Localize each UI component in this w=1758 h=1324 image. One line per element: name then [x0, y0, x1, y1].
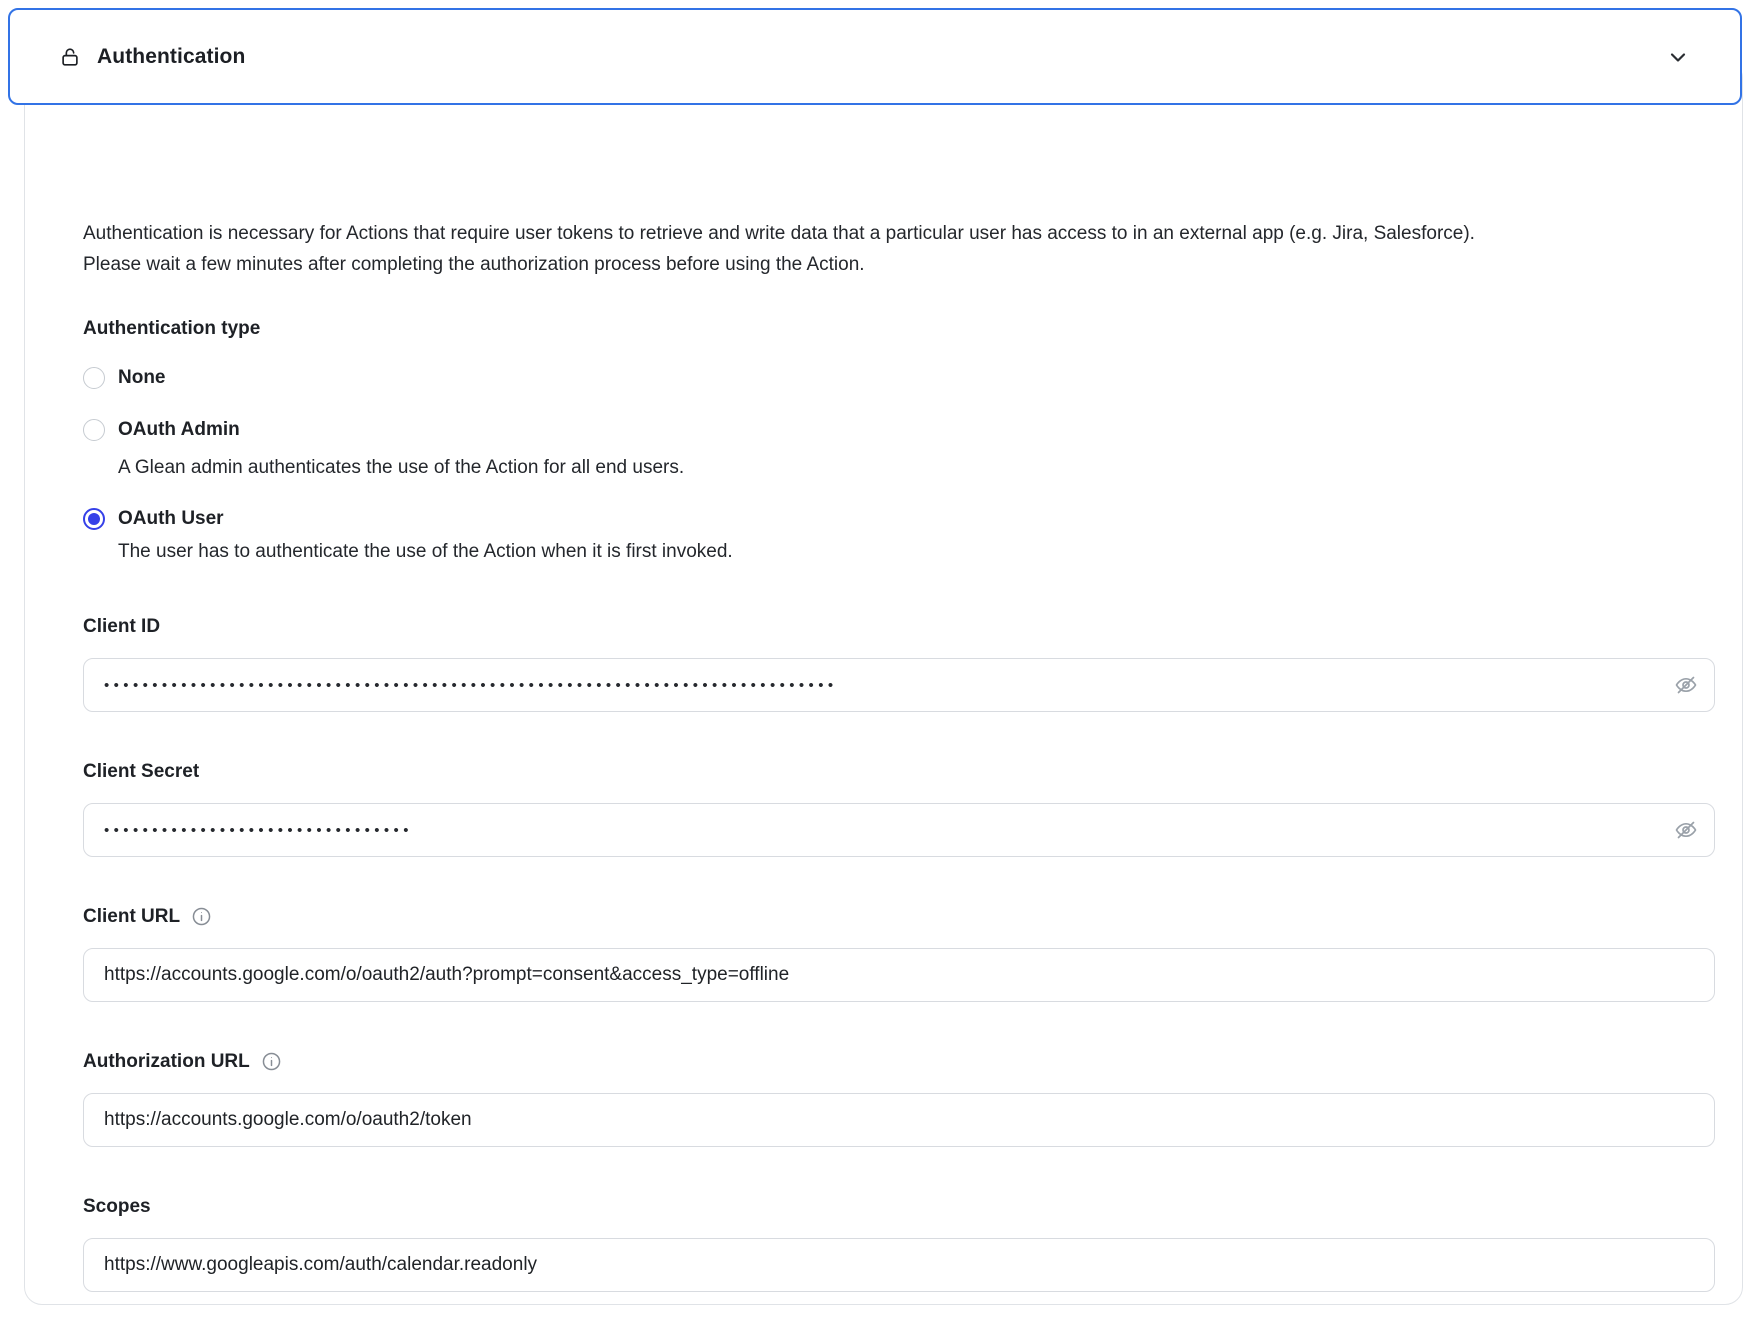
client-id-field — [83, 615, 1715, 712]
auth-type-label: Authentication type — [83, 318, 261, 339]
radio-button-oauth-admin[interactable] — [83, 419, 105, 441]
authorization-url-label: Authorization URL — [83, 1051, 250, 1072]
info-icon[interactable] — [191, 906, 212, 927]
authentication-section-content — [83, 218, 1715, 1292]
client-url-field — [83, 905, 1715, 1002]
section-title: Authentication — [97, 44, 246, 68]
radio-option-oauth-admin[interactable] — [83, 418, 1715, 442]
radio-option-none[interactable] — [83, 366, 1715, 390]
radio-option-oauth-user[interactable] — [83, 507, 1715, 531]
section-description: Authentication is necessary for Actions that require user tokens to retrieve and write data that a particular user has access to in an external app (e.g. Jira, Salesforce). Please wait a few minutes after completing the authorization process before using the Action. — [83, 223, 1475, 275]
eye-slash-icon[interactable] — [1673, 672, 1699, 698]
radio-label-none: None — [118, 367, 166, 388]
client-id-label: Client ID — [83, 616, 161, 637]
radio-label-oauth-user: OAuth User — [118, 508, 224, 529]
client-url-label: Client URL — [83, 906, 181, 927]
scopes-label: Scopes — [83, 1196, 151, 1217]
client-secret-field — [83, 760, 1715, 857]
oauth-admin-description: A Glean admin authenticates the use of the Action for all end users. — [118, 457, 685, 478]
client-url-input[interactable] — [83, 948, 1715, 1002]
client-secret-input[interactable] — [83, 803, 1715, 857]
authorization-url-input[interactable] — [83, 1093, 1715, 1147]
info-icon[interactable] — [261, 1051, 282, 1072]
authentication-section-card — [24, 60, 1743, 1305]
chevron-down-icon[interactable] — [1666, 45, 1690, 69]
authentication-section-header[interactable] — [8, 8, 1742, 105]
radio-button-oauth-user[interactable] — [83, 508, 105, 530]
lock-icon — [59, 46, 81, 68]
oauth-user-description: The user has to authenticate the use of the Action when it is first invoked. — [118, 541, 733, 562]
radio-button-none[interactable] — [83, 367, 105, 389]
scopes-input[interactable] — [83, 1238, 1715, 1292]
authorization-url-field — [83, 1050, 1715, 1147]
client-secret-label: Client Secret — [83, 761, 200, 782]
client-id-input[interactable] — [83, 658, 1715, 712]
radio-label-oauth-admin: OAuth Admin — [118, 419, 240, 440]
scopes-field — [83, 1195, 1715, 1292]
eye-slash-icon[interactable] — [1673, 817, 1699, 843]
